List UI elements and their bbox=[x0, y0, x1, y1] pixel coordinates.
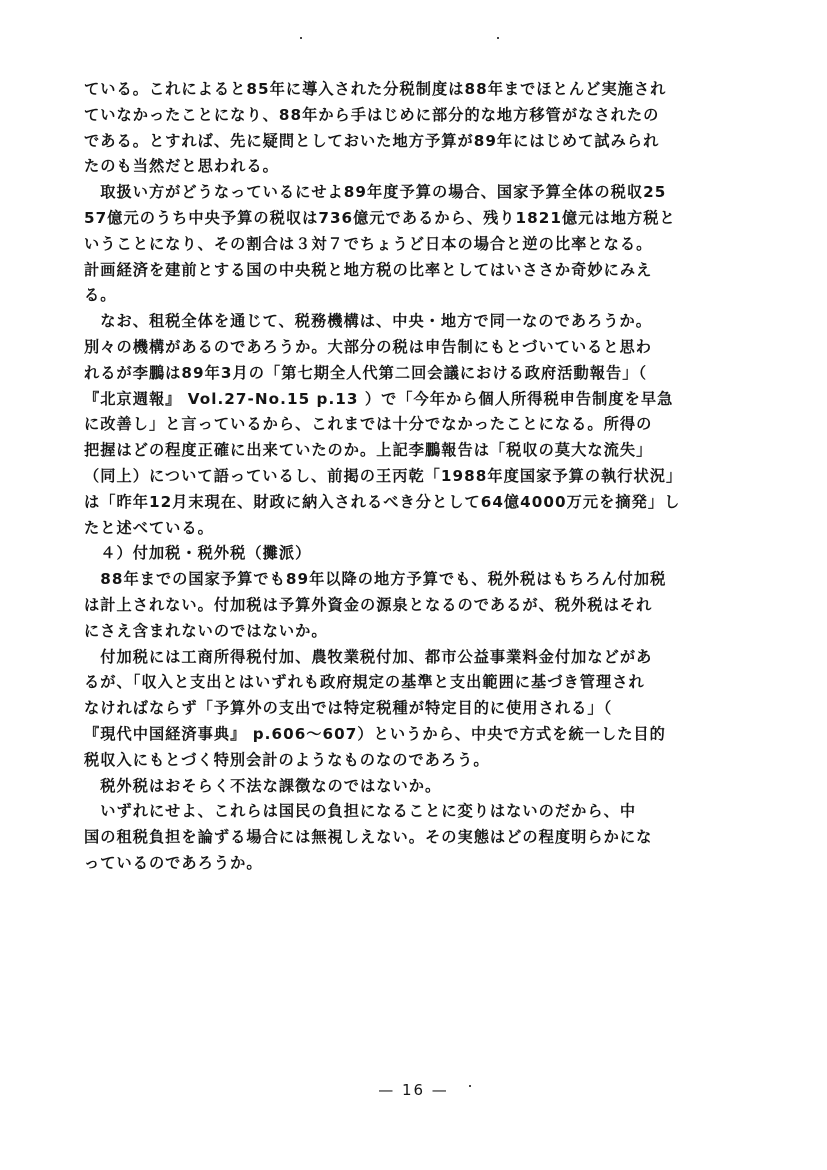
scan-speck bbox=[497, 37, 499, 39]
text-line: は計上されない。付加税は予算外資金の源泉となるのであるが、税外税はそれ bbox=[84, 595, 653, 614]
text-line: なお、租税全体を通じて、税務機構は、中央・地方で同一なのであろうか。 bbox=[84, 312, 653, 331]
text-line: たと述べている。 bbox=[84, 518, 214, 537]
text-line: 57億元のうち中央予算の税収は736億元であるから、残り1821億元は地方税と bbox=[84, 208, 676, 227]
text-line: 国の租税負担を論ずる場合には無視しえない。その実態はどの程度明らかにな bbox=[84, 828, 653, 847]
text-line: である。とすれば、先に疑問としておいた地方予算が89年にはじめて試みられ bbox=[84, 131, 660, 150]
text-line: （同上）について語っているし、前掲の王丙乾「1988年度国家予算の執行状況」 bbox=[84, 466, 683, 485]
text-line: れるが李鵬は89年3月の「第七期全人代第二回会議における政府活動報告」（ bbox=[84, 363, 648, 382]
text-line: っているのであろうか。 bbox=[84, 853, 263, 872]
text-line: る。 bbox=[84, 286, 117, 305]
text-line: 別々の機構があるのであろうか。大部分の税は申告制にもとづいていると思わ bbox=[84, 337, 653, 356]
page-number: — 16 — bbox=[378, 1081, 449, 1099]
text-line: 『現代中国経済事典』 p.606～607）というから、中央で方式を統一した目的 bbox=[84, 724, 666, 743]
text-line: 計画経済を建前とする国の中央税と地方税の比率としてはいささか奇妙にみえ bbox=[84, 260, 653, 279]
text-line: ていなかったことになり、88年から手はじめに部分的な地方移管がなされたの bbox=[84, 105, 660, 124]
text-line: 把握はどの程度正確に出来ていたのか。上記李鵬報告は「税収の莫大な流失」 bbox=[84, 441, 653, 460]
scan-speck bbox=[300, 37, 302, 39]
text-line: るが、「収入と支出とはいずれも政府規定の基準と支出範囲に基づき管理され bbox=[84, 673, 645, 692]
text-line: 税外税はおそらく不法な課徴なのではないか。 bbox=[84, 776, 442, 795]
section-heading: ４）付加税・税外税（攤派） bbox=[84, 544, 312, 563]
text-line: いうことになり、その割合は３対７でちょうど日本の場合と逆の比率となる。 bbox=[84, 234, 653, 253]
text-line: 取扱い方がどうなっているにせよ89年度予算の場合、国家予算全体の税収25 bbox=[84, 183, 667, 202]
text-line: 88年までの国家予算でも89年以降の地方予算でも、税外税はもちろん付加税 bbox=[84, 570, 667, 589]
text-line: 『北京週報』 Vol.27-No.15 p.13 ）で「今年から個人所得税申告制度を早急 bbox=[84, 389, 674, 408]
text-line: は「昨年12月末現在、財政に納入されるべき分として64億4000万元を摘発」し bbox=[84, 492, 681, 511]
text-line: なければならず「予算外の支出では特定税種が特定目的に使用される」（ bbox=[84, 699, 613, 718]
text-line: たのも当然だと思われる。 bbox=[84, 157, 279, 176]
text-line: ている。これによると85年に導入された分税制度は88年までほとんど実施され bbox=[84, 80, 667, 98]
text-line: にさえ含まれないのではないか。 bbox=[84, 621, 328, 640]
scan-speck bbox=[469, 1085, 471, 1087]
text-line: いずれにせよ、これらは国民の負担になることに変りはないのだから、中 bbox=[84, 802, 637, 821]
text-line: 税収入にもとづく特別会計のようなものなのであろう。 bbox=[84, 750, 490, 769]
text-line: 付加税には工商所得税付加、農牧業税付加、都市公益事業料金付加などがあ bbox=[84, 647, 653, 666]
body-text bbox=[84, 77, 764, 877]
text-line: に改善し」と言っているから、これまでは十分でなかったことになる。所得の bbox=[84, 415, 653, 434]
